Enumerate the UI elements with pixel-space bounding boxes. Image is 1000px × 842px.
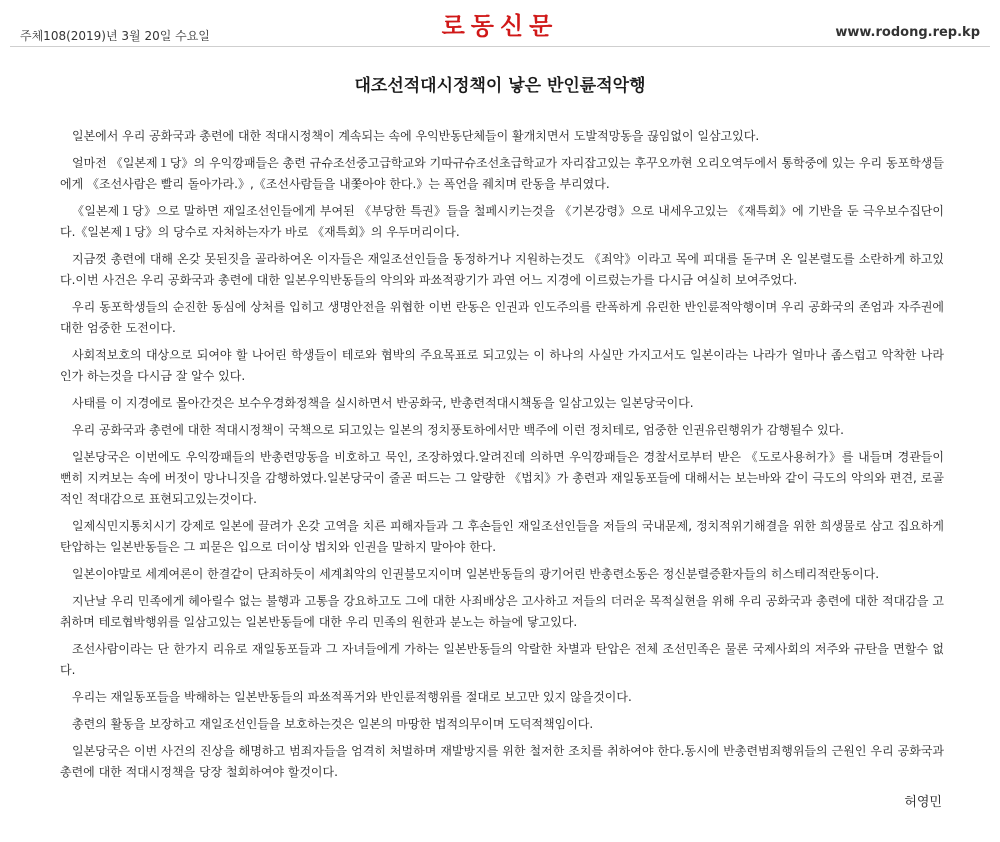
article-paragraph: 얼마전 《일본제１당》의 우익깡패들은 총련 규슈조선중고급학교와 기따규슈조선초급학교가 자리잡고있는 후꾸오까현 오리오역두에서 통학중에 있는 우리 동포학생들에게 《조선사람은 빨리 돌아가라.》,《조선사람들을 내쫓아야 한다.》는 폭언을 줴치며 란동을 부리였다. (60, 156, 944, 191)
article-paragraph: 일본에서 우리 공화국과 총련에 대한 적대시정책이 계속되는 속에 우익반동단체들이 활개치면서 도발적망동을 끊임없이 일삼고있다. (72, 129, 760, 143)
article-body (60, 126, 944, 789)
article-author: 허영민 (904, 795, 942, 810)
article-paragraph: 우리 동포학생들의 순진한 동심에 상처를 입히고 생명안전을 위협한 이번 란동은 인권과 인도주의를 란폭하게 유린한 반인륜적악행이며 우리 공화국의 존엄과 자주권에 대한 엄중한 도전이다. (60, 300, 944, 335)
article-paragraph: 우리는 재일동포들을 박해하는 일본반동들의 파쑈적폭거와 반인륜적행위를 절대로 보고만 있지 않을것이다. (72, 690, 632, 704)
header-divider (10, 46, 990, 47)
article-paragraph: 사회적보호의 대상으로 되여야 할 나어린 학생들이 테로와 협박의 주요목표로 되고있는 이 하나의 사실만 가지고서도 일본이라는 나라가 얼마나 좀스럽고 악착한 나라인가 하는것을 다시금 잘 알수 있다. (60, 348, 944, 383)
newspaper-header (0, 0, 1000, 46)
article-paragraph: 총련의 활동을 보장하고 재일조선인들을 보호하는것은 일본의 마땅한 법적의무이며 도덕적책임이다. (72, 717, 594, 731)
article-paragraph: 지금껏 총련에 대해 온갖 못된짓을 골라하여온 이자들은 재일조선인들을 동정하거나 지원하는것도 《죄악》이라고 목에 피대를 돋구며 온 일본렬도를 소란하게 하고있다.이번 사건은 우리 공화국과 총련에 대한 일본우익반동들의 악의와 파쑈적광기가 과연 어느 지경에 이르렀는가를 다시금 여실히 보여주었다. (60, 252, 944, 287)
newspaper-masthead-logo[interactable]: 로동신문 (441, 11, 559, 40)
article-paragraph: 지난날 우리 민족에게 헤아릴수 없는 불행과 고통을 강요하고도 그에 대한 사죄배상은 고사하고 저들의 더러운 목적실현을 위해 우리 공화국과 총련에 대한 적대감을 고취하며 테로협박행위를 일삼고있는 일본반동들에 대한 우리 민족의 원한과 분노는 하늘에 닿고있다. (60, 594, 944, 629)
article-paragraph: 일본당국은 이번 사건의 진상을 해명하고 범죄자들을 엄격히 처벌하며 재발방지를 위한 철저한 조치를 취하여야 한다.동시에 반총련범죄행위들의 근원인 우리 공화국과 총련에 대한 적대시정책을 당장 철회하여야 할것이다. (60, 744, 944, 779)
article-title: 대조선적대시정책이 낳은 반인륜적악행 (354, 76, 646, 96)
article-paragraph: 일본이야말로 세계여론이 한결같이 단죄하듯이 세계최악의 인권불모지이며 일본반동들의 광기어린 반총련소동은 정신분렬증환자들의 히스테리적란동이다. (72, 567, 880, 581)
site-url-link[interactable]: www.rodong.rep.kp (835, 25, 980, 40)
article-paragraph: 사태를 이 지경에로 몰아간것은 보수우경화정책을 실시하면서 반공화국, 반총련적대시책동을 일삼고있는 일본당국이다. (72, 396, 694, 410)
article-paragraph: 《일본제１당》으로 말하면 재일조선인들에게 부여된 《부당한 특권》들을 철페시키는것을 《기본강령》으로 내세우고있는 《재특회》에 기반을 둔 극우보수집단이다.《일본제１당》의 당수로 자처하는자가 바로 《재특회》의 우두머리이다. (60, 204, 944, 239)
article-paragraph: 일제식민지통치시기 강제로 일본에 끌려가 온갖 고역을 치른 피해자들과 그 후손들인 재일조선인들을 저들의 국내문제, 정치적위기해결을 위한 희생물로 삼고 집요하게 탄압하는 일본반동들은 그 피묻은 입으로 더이상 법치와 인권을 말하지 말아야 한다. (60, 519, 944, 554)
article-paragraph: 조선사람이라는 단 한가지 리유로 재일동포들과 그 자녀들에게 가하는 일본반동들의 악랄한 차별과 탄압은 전체 조선민족은 물론 국제사회의 저주와 규탄을 면할수 없다. (60, 642, 944, 677)
article-paragraph: 일본당국은 이번에도 우익깡패들의 반총련망동을 비호하고 묵인, 조장하였다.알려진데 의하면 우익깡패들은 경찰서로부터 받은 《도로사용허가》를 내들며 경관들이 뻔히 지켜보는 속에 버젓이 망나니짓을 감행하였다.일본당국이 줄곧 떠드는 그 알량한 《법치》가 총련과 재일동포들에 대해서는 보는바와 같이 극도의 악의와 편견, 로골적인 적대감으로 표현되고있는것이다. (60, 450, 944, 506)
article-paragraph: 우리 공화국과 총련에 대한 적대시정책이 국책으로 되고있는 일본의 정치풍토하에서만 백주에 이런 정치테로, 엄중한 인권유린행위가 감행될수 있다. (72, 423, 844, 437)
issue-date: 주체108(2019)년 3월 20일 수요일 (20, 29, 210, 43)
